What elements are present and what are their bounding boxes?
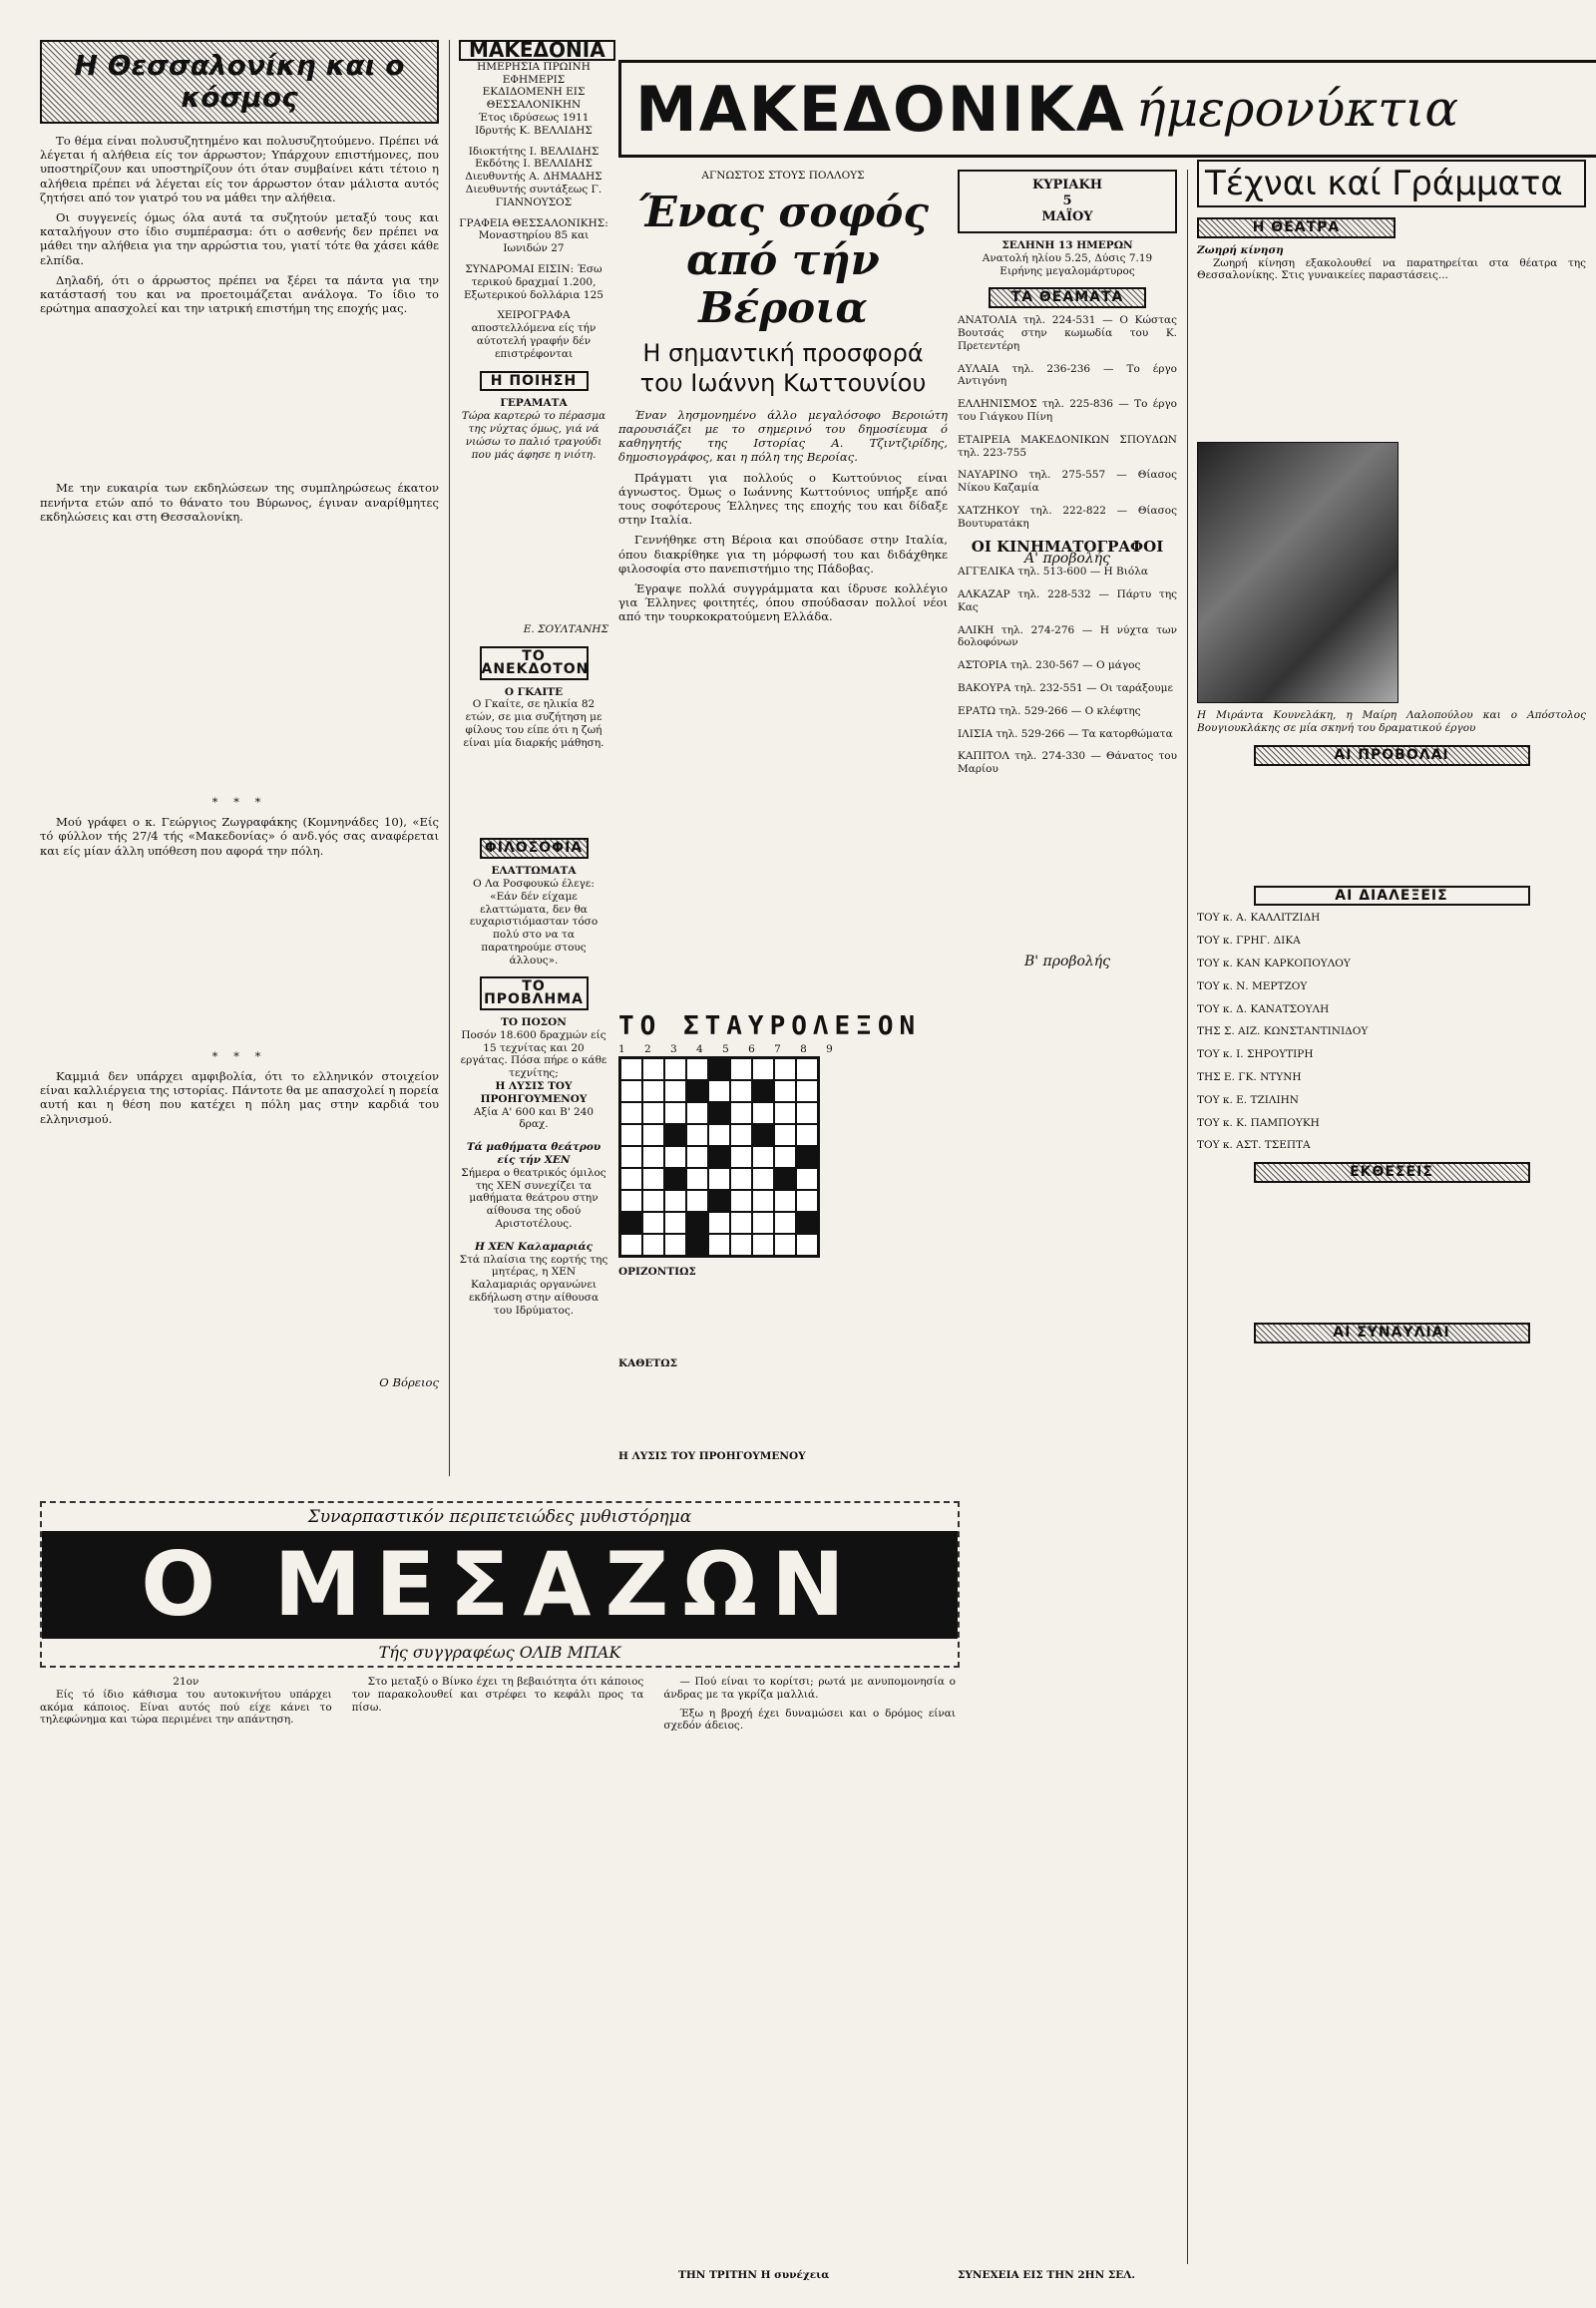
- crossword-cell: [686, 1058, 708, 1080]
- crossword-cell: [620, 1146, 642, 1168]
- crossword-cell: [796, 1190, 818, 1212]
- feature-article: [618, 170, 948, 1463]
- section-stars: * * *: [211, 1048, 267, 1063]
- crossword-cell: [730, 1102, 752, 1124]
- date-month: ΜΑΪΟΥ: [1041, 209, 1093, 224]
- serial-author: Τής συγγραφέως ΟΛΙΒ ΜΠΑΚ: [378, 1643, 621, 1662]
- cinema-entry: ΒΑΚΟΥΡΑ τηλ. 232-551 — Οι ταράξουμε: [958, 681, 1173, 694]
- article-paragraph: Γεννήθηκε στη Βέροια και σπούδασε στην Ιταλία, όπου διακρίθηκε για τη μόρφωσή του και διδάχθηκε φιλοσοφία στο πανεπιστήμιο της Πάδοβας.: [618, 533, 948, 576]
- crossword-cell: [774, 1168, 796, 1190]
- crossword-cell: [642, 1212, 664, 1234]
- event-entry: ΤΟΥ κ. Α. ΚΑΛΛΙΤΖΙΔΗ: [1197, 912, 1321, 925]
- serial-text: [40, 1676, 956, 1732]
- lessons-title: Τά μαθήματα θεάτρου είς τήν ΧΕΝ: [466, 1141, 601, 1167]
- event-entry: ΤΟΥ κ. Ν. ΜΕΡΤΖΟΥ: [1197, 979, 1308, 992]
- theatre-entry: ΝΑΥΑΡΙΝΟ τηλ. 275-557 — Θίασος Νίκου Καζαμία: [958, 469, 1177, 495]
- crossword-grid: [618, 1056, 820, 1258]
- saint-text: Ειρήνης μεγαλομάρτυρος: [999, 264, 1135, 277]
- crossword-cell: [752, 1080, 774, 1102]
- event-entry: ΤΗΣ Σ. ΑΙΖ. ΚΩΝΣΤΑΝΤΙΝΙΔΟΥ: [1197, 1025, 1369, 1038]
- crossword-cell: [708, 1124, 730, 1146]
- crossword-cell: [796, 1234, 818, 1256]
- masthead-line: ΗΜΕΡΗΣΙΑ ΠΡΩΙΝΗ ΕΦΗΜΕΡΙΣ: [477, 60, 591, 86]
- right-column: [1197, 160, 1586, 1349]
- cinema-entry: ΑΛΙΚΗ τηλ. 274-276 — Η νύχτα των δολοφόνων: [958, 623, 1177, 649]
- listings-column: [958, 170, 1177, 968]
- banner-subtitle: ήμερονύκτια: [1135, 80, 1459, 138]
- crossword-cell: [686, 1146, 708, 1168]
- event-entry: ΤΟΥ κ. ΚΑΝ ΚΑΡΚΟΠΟΥΛΟΥ: [1197, 957, 1351, 969]
- event-entry: ΤΟΥ κ. ΓΡΗΓ. ΔΙΚΑ: [1197, 935, 1301, 948]
- crossword-cell: [664, 1124, 686, 1146]
- crossword-cell: [664, 1080, 686, 1102]
- crossword-cell: [708, 1146, 730, 1168]
- crossword-cell: [796, 1146, 818, 1168]
- crossword-cell: [752, 1190, 774, 1212]
- crossword-cell: [752, 1168, 774, 1190]
- editor-line: Διευθυντής Α. ΔΗΜΑΔΗΣ: [465, 171, 602, 184]
- crossword-cell: [796, 1058, 818, 1080]
- cinema-entry: ΑΛΚΑΖΑΡ τηλ. 228-532 — Πάρτυ της Κας: [958, 587, 1177, 613]
- cinema-entry: ΕΡΑΤΩ τηλ. 529-266 — Ο κλέφτης: [958, 704, 1141, 717]
- theatre-entry: ΕΤΑΙΡΕΙΑ ΜΑΚΕΔΟΝΙΚΩΝ ΣΠΟΥΔΩΝ τηλ. 223-755: [958, 433, 1177, 459]
- subscriptions-text: ΣΥΝΔΡΟΜΑΙ ΕΙΣΙΝ: Έσω τερικού δραχμαί 1.200, Εξωτερικού δολλάρια 125: [464, 262, 603, 301]
- crossword-cell: [620, 1124, 642, 1146]
- crossword-cell: [708, 1190, 730, 1212]
- crossword-cell: [620, 1234, 642, 1256]
- crossword-cell: [774, 1124, 796, 1146]
- article-headline: Ένας σοφός από τήν Βέροια: [637, 187, 929, 332]
- crossword-cell: [664, 1168, 686, 1190]
- crossword-cell: [642, 1234, 664, 1256]
- offices-text: ΓΡΑΦΕΙΑ ΘΕΣΣΑΛΟΝΙΚΗΣ: Μοναστηρίου 85 και Ιωνιδών 27: [459, 216, 608, 255]
- crossword-cell: [796, 1124, 818, 1146]
- theatre-entry: ΑΥΛΑΙΑ τηλ. 236-236 — Το έργο Αντιγόνη: [958, 362, 1177, 388]
- article-subheadline: Η σημαντική προσφορά του Ιωάννη Κωττουνίου: [639, 338, 927, 397]
- arts-heading: Τέχναι καί Γράμματα: [1197, 160, 1586, 207]
- crossword-cell: [620, 1190, 642, 1212]
- event-entry: ΤΟΥ κ. Ι. ΣΗΡΟΥΤΙΡΗ: [1197, 1048, 1314, 1061]
- boxed-title: Η Θεσσαλονίκη και ο κόσμος: [40, 40, 439, 124]
- manuscripts-text: ΧΕΙΡΟΓΡΑΦΑ αποστελλόμενα είς τήν αύτοτελή γραφήν δέν επιστρέφονται: [471, 309, 597, 360]
- date-day: ΚΥΡΙΑΚΗ: [1031, 178, 1103, 192]
- crossword-cell: [642, 1124, 664, 1146]
- crossword-cell: [620, 1058, 642, 1080]
- serial-continues: ΤΗΝ ΤΡΙΤΗΝ Η συνέχεια: [678, 2269, 830, 2281]
- xen-title: Η ΧΕΝ Καλαμαριάς: [475, 1240, 593, 1253]
- crossword-cell: [708, 1102, 730, 1124]
- theatre-list: [958, 314, 1177, 530]
- exhibition-label: ΕΚΘΕΣΕΙΣ: [1254, 1162, 1530, 1183]
- article-paragraph: Έγραψε πολλά συγγράμματα και ίδρυσε κολλέγιο για Έλληνες φοιτητές, όπου σπούδασαν πολλοί νέοι από την τουρκοκρατούμενη Ελλάδα.: [618, 581, 948, 624]
- problem-solution: Αξία Α' 600 και Β' 240 δραχ.: [473, 1105, 595, 1131]
- article-paragraph: Δηλαδή, ότι ο άρρωστος πρέπει να ξέρει τα πάντα για την κατάστασή του και να προετοιμάζεται ανάλογα. Το ίδιο το ερώτημα απασχολεί και την ιατρική επιστήμη της εποχής μας.: [40, 272, 439, 316]
- editor-line: Εκδότης Ι. ΒΕΛΛΙΔΗΣ: [475, 158, 593, 171]
- event-entry: ΤΗΣ Ε. ΓΚ. ΝΤΥΝΗ: [1197, 1070, 1302, 1083]
- horizontal-label: ΟΡΙΖΟΝΤΙΩΣ: [618, 1265, 696, 1278]
- crossword-cell: [752, 1234, 774, 1256]
- crossword-cell: [664, 1146, 686, 1168]
- editor-line: Διευθυντής συντάξεως Γ. ΓΙΑΝΝΟΥΣΟΣ: [465, 183, 602, 208]
- section-banner: [618, 60, 1596, 158]
- article-paragraph: Καμμιά δεν υπάρχει αμφιβολία, ότι το ελληνικόν στοιχείον είναι καλλιέργεια της ιστορίας. Πάντοτε θα με απασχολεί η πορεία αυτή και η θέση που κατέχει η πόλη μας στην καρδιά του ελληνισμού.: [40, 1069, 439, 1126]
- crossword-cell: [642, 1102, 664, 1124]
- crossword-cell: [730, 1212, 752, 1234]
- concerts-label: ΑΙ ΣΥΝΑΥΛΙΑΙ: [1254, 1323, 1530, 1344]
- kinisi-title: Ζωηρή κίνηση: [1197, 243, 1284, 256]
- crossword-cell: [730, 1124, 752, 1146]
- philosophy-title: ΕΛΑΤΤΩΜΑΤΑ: [491, 865, 577, 878]
- theatre-photo: [1197, 442, 1398, 703]
- crossword-cell: [642, 1146, 664, 1168]
- section-stars: * * *: [211, 795, 267, 810]
- crossword-cell: [752, 1124, 774, 1146]
- crossword-solution-label: Η ΛΥΣΙΣ ΤΟΥ ΠΡΟΗΓΟΥΜΕΝΟΥ: [618, 1450, 806, 1463]
- projections-label: ΑΙ ΠΡΟΒΟΛΑΙ: [1254, 745, 1530, 766]
- theatre-entry: ΑΝΑΤΟΛΙΑ τηλ. 224-531 — Ο Κώστας Βουτσάς στην κωμωδία του Κ. Πρετεντέρη: [958, 314, 1177, 352]
- theatre-entry: ΧΑΤΖΗΚΟΥ τηλ. 222-822 — Θίασος Βουτυρατάκη: [958, 504, 1177, 530]
- crossword-cell: [664, 1190, 686, 1212]
- crossword-cell: [686, 1234, 708, 1256]
- masthead-column: [459, 40, 608, 1318]
- crossword-cell: [686, 1102, 708, 1124]
- crossword-cell: [796, 1168, 818, 1190]
- article-kicker: ΑΓΝΩΣΤΟΣ ΣΤΟΥΣ ΠΟΛΛΟΥΣ: [701, 170, 865, 182]
- crossword-cell: [774, 1146, 796, 1168]
- second-run-label: Β' προβολής: [1023, 953, 1111, 969]
- vertical-label: ΚΑΘΕΤΩΣ: [618, 1357, 678, 1370]
- serial-paragraph: Έξω η βροχή έχει δυναμώσει και ο δρόμος είναι σχεδόν άδειος.: [663, 1707, 956, 1732]
- crossword-cell: [664, 1212, 686, 1234]
- serial-title: Ο ΜΕΣΑΖΩΝ: [42, 1531, 958, 1639]
- serial-chapter: 21ον: [173, 1676, 200, 1688]
- theatre-label: ΤΑ ΘΕΑΜΑΤΑ: [989, 287, 1146, 308]
- crossword-cell: [664, 1234, 686, 1256]
- editor-line: Ιδιοκτήτης Ι. ΒΕΛΛΙΔΗΣ: [468, 145, 599, 158]
- event-entry: ΤΟΥ κ. Ε. ΤΖΙΛΙΗΝ: [1197, 1093, 1299, 1106]
- lectures-label: ΑΙ ΔΙΑΛΕΞΕΙΣ: [1254, 886, 1530, 907]
- crossword-cell: [642, 1080, 664, 1102]
- crossword-cell: [708, 1080, 730, 1102]
- crossword-cell: [730, 1234, 752, 1256]
- crossword-title: ΤΟ ΣΤΑΥΡΟΛΕΞΟΝ: [618, 1010, 922, 1041]
- article-paragraph: Οι συγγενείς όμως όλα αυτά τα συζητούν μεταξύ τους και καταλήγουν στο ίδιο συμπέρασμα: ότι ο ασθενής δεν πρέπει να μάθει την αλήθεια για την αρρώστια του, γιατί τότε θα χάσει κάθε ελπίδα.: [40, 210, 439, 267]
- crossword-cell: [620, 1080, 642, 1102]
- cinema-list: [958, 566, 1177, 776]
- sun-text: Ανατολή ηλίου 5.25, Δύσις 7.19: [982, 251, 1153, 264]
- arts-text: Ζωηρή κίνηση εξακολουθεί να παρατηρείται στα θέατρα της Θεσσαλονίκης. Στις γυναικείες παραστάσεις...: [1197, 256, 1586, 282]
- crossword-cell: [730, 1168, 752, 1190]
- crossword-cell: [620, 1212, 642, 1234]
- crossword-cell: [774, 1190, 796, 1212]
- crossword-cell: [730, 1190, 752, 1212]
- serial-paragraph: — Πού είναι το κορίτσι; ρωτά με ανυπομονησία ο άνδρας με τα γκρίζα μαλλιά.: [663, 1676, 956, 1701]
- crossword-cell: [664, 1058, 686, 1080]
- event-entry: ΤΟΥ κ. ΑΣΤ. ΤΣΕΠΤΑ: [1197, 1139, 1311, 1152]
- article-paragraph: Πράγματι για πολλούς ο Κωττούνιος είναι άγνωστος. Όμως ο Ιωάννης Κωττούνιος υπήρξε από τους σοφότερους Έλληνες της εποχής του και δίδαξε στην Ιταλία.: [618, 470, 948, 528]
- crossword-cell: [796, 1080, 818, 1102]
- cinema-entry: ΑΓΓΕΛΙΚΑ τηλ. 513-600 — Η Βιόλα: [958, 566, 1148, 578]
- masthead-line: Έτος ιδρύσεως 1911: [478, 111, 590, 124]
- anecdote-text: Ο Γκαίτε, σε ηλικία 82 ετών, σε μια συζήτηση με φίλους του είπε ότι η ζωή είναι μία διαρκής μάθηση.: [463, 698, 604, 749]
- filler-text: [40, 321, 439, 481]
- serial-paragraph: Είς τό ίδιο κάθισμα του αυτοκινήτου υπάρχει ακόμα κάποιος. Είναι αυτός πού είχε κάνει το τηλεφώνημα και τώρα περιμένει την απάντηση.: [40, 1688, 332, 1727]
- crossword-cell: [752, 1146, 774, 1168]
- poetry-title: ΓΕΡΑΜΑΤΑ: [500, 397, 568, 410]
- problem-text: Ποσόν 18.600 δραχμών είς 15 τεχνίτας και 20 εργάτας. Πόσα πήρε ο κάθε τεχνίτης;: [460, 1028, 607, 1080]
- theatre-entry: ΕΛΛΗΝΙΣΜΟΣ τηλ. 225-836 — Το έργο του Γιάγκου Πίνη: [958, 398, 1177, 423]
- problem-label: ΤΟ ΠΡΟΒΛΗΜΑ: [480, 976, 589, 1010]
- crossword-cell: [730, 1058, 752, 1080]
- crossword-cell: [642, 1058, 664, 1080]
- poetry-label: Η ΠΟΙΗΣΗ: [480, 371, 589, 392]
- xen-text: Στά πλαίσια της εορτής της μητέρας, η ΧΕΝ Καλαμαριάς οργανώνει εκδήλωση στην αίθουσα του Ιδρύματος.: [459, 1253, 608, 1317]
- date-number: 5: [1062, 193, 1072, 208]
- masthead-line: ΕΚΔΙΔΟΜΕΝΗ ΕΙΣ ΘΕΣΣΑΛΟΝΙΚΗΝ: [482, 86, 586, 112]
- crossword-cell: [642, 1190, 664, 1212]
- anecdote-label: ΤΟ ΑΝΕΚΔΟΤΟΝ: [480, 646, 589, 680]
- events-list: [1197, 912, 1586, 1152]
- crossword-cell: [774, 1212, 796, 1234]
- banner-title: ΜΑΚΕΔΟΝΙΚΑ: [635, 72, 1126, 146]
- crossword-cell: [642, 1168, 664, 1190]
- crossword-cell: [774, 1080, 796, 1102]
- lessons-text: Σήμερα ο θεατρικός όμιλος της ΧΕΝ συνεχίζει τα μαθήματα θεάτρου στην αίθουσα της οδού Αριστοτέλους.: [461, 1166, 606, 1231]
- crossword-cell: [664, 1102, 686, 1124]
- philosophy-label: ΦΙΛΟΣΟΦΙΑ: [480, 838, 589, 859]
- article-lead: Έναν λησμονημένο άλλο μεγαλόσοφο Βεροιώτη παρουσιάζει με το σημερινό του δημοσίευμα ό καθηγητής της Ιστορίας Α. Τζιντζιρίδης, δημοσιογράφος, και η πόλη της Βεροίας.: [618, 407, 948, 465]
- crossword-cell: [686, 1080, 708, 1102]
- poetry-text: Τώρα καρτερώ το πέρασμα της νύχτας όμως, γιά νά νιώσω το παλιό τραγούδι που μάς άφησε η νιότη.: [461, 410, 606, 461]
- anecdote-title: Ο ΓΚΑΙΤΕ: [504, 685, 564, 698]
- crossword-cell: [686, 1190, 708, 1212]
- crossword-cell: [708, 1058, 730, 1080]
- cinema-entry: ΙΛΙΣΙΑ τηλ. 529-266 — Τα κατορθώματα: [958, 727, 1173, 740]
- crossword-cell: [752, 1058, 774, 1080]
- left-column: [40, 40, 439, 1389]
- cinema-label: ΟΙ ΚΙΝΗΜΑΤΟΓΡΑΦΟΙ: [971, 537, 1164, 556]
- crossword-cell: [774, 1058, 796, 1080]
- date-box: [958, 170, 1177, 233]
- crossword-cell: [620, 1102, 642, 1124]
- poetry-author: Ε. ΣΟΥΛΤΑΝΗΣ: [523, 623, 608, 636]
- cinema-entry: ΚΑΠΙΤΟΛ τηλ. 274-330 — Θάνατος του Μαρίου: [958, 750, 1177, 776]
- event-entry: ΤΟΥ κ. Δ. ΚΑΝΑΤΣΟΥΛΗ: [1197, 1002, 1330, 1015]
- serial-kicker: Συναρπαστικόν περιπετειώδες μυθιστόρημα: [307, 1507, 692, 1527]
- crossword-cell: [620, 1168, 642, 1190]
- photo-caption: Η Μιράντα Κουνελάκη, η Μαίρη Λαλοπούλου και ο Απόστολος Βουγιουκλάκης σε μία σκηνή του δραματικού έργου: [1197, 709, 1586, 734]
- crossword-cell: [796, 1212, 818, 1234]
- serial-paragraph: Στο μεταξύ ο Βίνκο έχει τη βεβαιότητα ότι κάποιος τον παρακολουθεί και στρέφει το κεφάλι προς τα πίσω.: [351, 1676, 644, 1714]
- problem-solution-label: Η ΛΥΣΙΣ ΤΟΥ ΠΡΟΗΓΟΥΜΕΝΟΥ: [480, 1080, 588, 1105]
- crossword-cell: [774, 1234, 796, 1256]
- article-paragraph: Το θέμα είναι πολυσυζητημένο και πολυσυζητούμενο. Πρέπει νά λέγεται ή αλήθεια είς τον άρρωστον; Υπάρχουν επιστήμονες, που υποστηρίζουν και υποστηρίζουν ότι όταν συμβαίνει κάτι τέτοιο η αλήθεια πρέπει νά λέγεται είς τον άρρωστον όταν μάλιστα αυτός ζητήσει από τον γιατρό του να μάθει την αλήθεια.: [40, 134, 439, 204]
- crossword-cell: [730, 1080, 752, 1102]
- crossword-cell: [752, 1212, 774, 1234]
- article-paragraph: Μού γράφει ο κ. Γεώργιος Ζωγραφάκης (Κομνηνάδες 10), «Είς τό φύλλον τής 27/4 τής «Μακεδονίας» ό ανδ.γός σας αναφέρεται και είς μίαν άλλη υπόθεση που αφορά την πόλη.: [40, 815, 439, 858]
- cinema-entry: ΑΣΤΟΡΙΑ τηλ. 230-567 — Ο μάγος: [958, 659, 1141, 672]
- crossword-cell: [796, 1102, 818, 1124]
- theatre-sub-label: Η ΘΕΑΤΡΑ: [1197, 217, 1396, 238]
- serial-banner: [40, 1501, 960, 1668]
- problem-title: ΤΟ ΠΟΣΟΝ: [501, 1016, 567, 1029]
- crossword-cell: [686, 1212, 708, 1234]
- crossword-cell: [752, 1102, 774, 1124]
- signature: Ο Βόρειος: [379, 1374, 439, 1389]
- article-paragraph: Με την ευκαιρία των εκδηλώσεων της συμπληρώσεως έκατον πενήντα ετών από το θάνατο του Βύρωνος, έγιναν αναρίθμητες εκδηλώσεις και στη Θεσσαλονίκη.: [40, 481, 439, 524]
- crossword-cell: [708, 1234, 730, 1256]
- philosophy-text: Ο Λα Ροσφουκώ έλεγε: «Εάν δέν είχαμε ελαττώματα, δεν θα ευχαριστιόμασταν τόσο πολύ στο να τα παρατηρούμε στους άλλους».: [469, 877, 598, 966]
- newspaper-logo: ΜΑΚΕΔΟΝΙΑ: [459, 40, 615, 61]
- event-entry: ΤΟΥ κ. Κ. ΠΑΜΠΟΥΚΗ: [1197, 1116, 1320, 1129]
- crossword-cell: [774, 1102, 796, 1124]
- crossword-cell: [686, 1168, 708, 1190]
- crossword-cell: [730, 1146, 752, 1168]
- crossword-cell: [708, 1212, 730, 1234]
- crossword-cell: [708, 1168, 730, 1190]
- continue-note: ΣΥΝΕΧΕΙΑ ΕΙΣ ΤΗΝ 2ΗΝ ΣΕΛ.: [958, 2269, 1136, 2281]
- crossword-numbers: 1 2 3 4 5 6 7 8 9: [618, 1042, 841, 1055]
- masthead-line: Ιδρυτής Κ. ΒΕΛΛΙΔΗΣ: [475, 124, 593, 137]
- moon-text: ΣΕΛΗΝΗ 13 ΗΜΕΡΩΝ: [1001, 239, 1133, 251]
- cinema-sub: Α' προβολής: [1024, 551, 1110, 568]
- crossword-cell: [686, 1124, 708, 1146]
